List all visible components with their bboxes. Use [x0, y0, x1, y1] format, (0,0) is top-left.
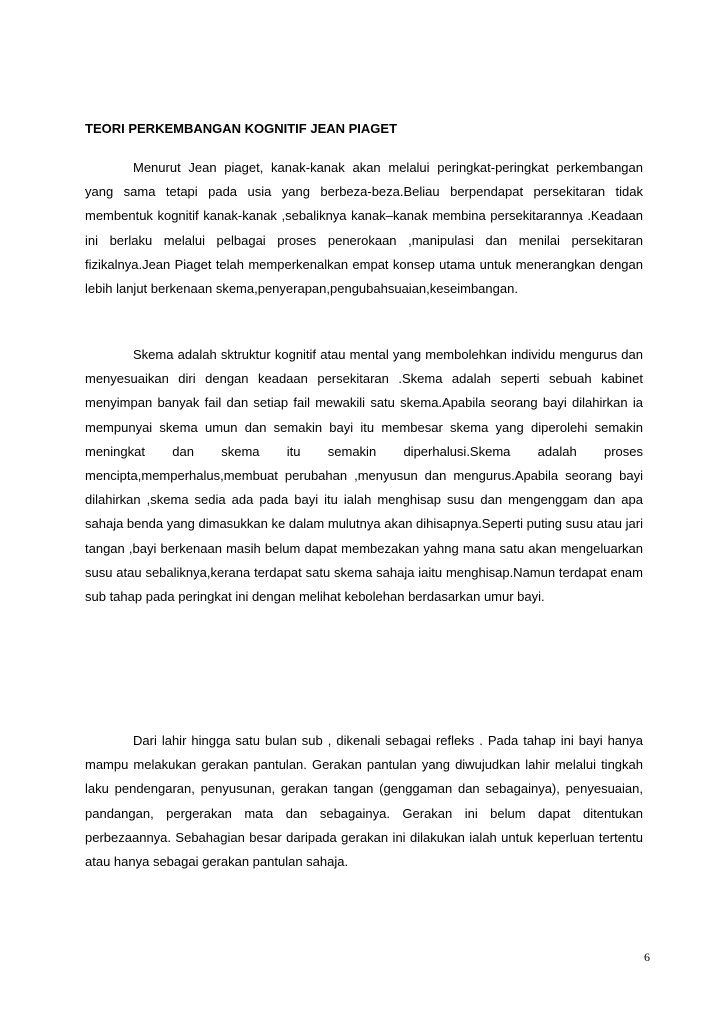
paragraph-refleks: [85, 729, 643, 874]
page-number: 6: [644, 950, 650, 964]
paragraph-skema: [85, 343, 643, 609]
paragraph-text: Skema adalah sktruktur kognitif atau mental yang membolehkan individu mengurus dan menyesuaikan diri dengan keadaan persekitaran .Skema adalah seperti sebuah kabinet menyimpan banyak fail dan setiap fail mewakili satu skema.Apabila seorang bayi dilahirkan ia mempunyai skema umun dan semakin bayi itu membesar skema yang diperolehi semakin meningkat dan skema itu semakin diperhalusi.Skema adalah proses mencipta,memperhalus,membuat perubahan ,menyusun dan mengurus.Apabila seorang bayi dilahirkan ,skema sedia ada pada bayi itu ialah menghisap susu dan mengenggam dan apa sahaja benda yang dimasukkan ke dalam mulutnya akan dihisapnya.Seperti puting susu atau jari tangan ,bayi berkenaan masih belum dapat membezakan yahng mana satu akan mengeluarkan susu atau sebaliknya,kerana terdapat satu skema sahaja iaitu menghisap.Namun terdapat enam sub tahap pada peringkat ini dengan melihat kebolehan berdasarkan umur bayi.: [85, 347, 643, 605]
paragraph-text: Menurut Jean piaget, kanak-kanak akan melalui peringkat-peringkat perkembangan yang sama tetapi pada usia yang berbeza-beza.Beliau berpendapat persekitaran tidak membentuk kognitif kanak-kanak ,sebaliknya kanak–kanak membina persekitarannya .Keadaan ini berlaku melalui pelbagai proses penerokaan ,manipulasi dan menilai persekitaran fizikalnya.Jean Piaget telah memperkenalkan empat konsep utama untuk menerangkan dengan lebih lanjut berkenaan skema,penyerapan,pengubahsuaian,keseimbangan.: [85, 160, 643, 297]
paragraph-text: Dari lahir hingga satu bulan sub , dikenali sebagai refleks . Pada tahap ini bayi hanya mampu melakukan gerakan pantulan. Gerakan pantulan yang diwujudkan lahir melalui tingkah laku pendengaran, penyusunan, gerakan tangan (genggaman dan sebagainya), penyesuaian, pandangan, pergerakan mata dan sebagainya. Gerakan ini belum dapat ditentukan perbezaannya. Sebahagian besar daripada gerakan ini dilakukan ialah untuk keperluan tertentu atau hanya sebagai gerakan pantulan sahaja.: [85, 733, 643, 870]
paragraph-menurut-jean-piaget: [85, 156, 643, 301]
document-title: TEORI PERKEMBANGAN KOGNITIF JEAN PIAGET: [85, 121, 398, 136]
